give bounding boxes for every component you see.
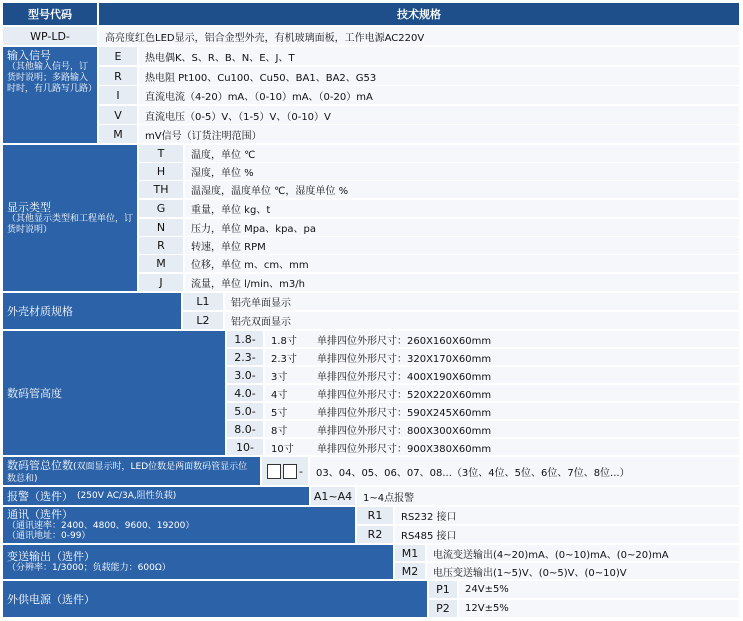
transmit-note: （分辨率：1/3000；负载能力：600Ω）: [7, 563, 171, 573]
height-desc-7: 单排四位外形尺寸：900X380X60mm: [317, 443, 492, 455]
height-row-1: [265, 331, 739, 347]
input-code-e: E: [99, 47, 137, 65]
display-type-group: [3, 145, 137, 291]
height-size-4: 4寸: [271, 389, 288, 401]
display-code-th: TH: [139, 181, 183, 198]
display-code-t: T: [139, 145, 183, 162]
display-desc-n: 压力，单位 Mpa、kpa、pa: [185, 219, 739, 236]
display-desc-j: 流量，单位 l/min、m3/h: [185, 274, 739, 291]
comm-desc-r1: RS232 接口: [395, 507, 739, 524]
input-title: 输入信号: [7, 49, 51, 62]
transmit-title: 变送输出（选件）: [7, 550, 95, 563]
height-code-4: 4.0-: [227, 385, 263, 401]
height-code-3: 3.0-: [227, 367, 263, 383]
comm-note-1: （通讯速率：2400、4800、9600、19200）: [7, 521, 195, 531]
digit-box-1: [267, 464, 281, 479]
height-code-7: 10-: [227, 439, 263, 455]
display-code-h: H: [139, 163, 183, 180]
display-desc-m: 位移，单位 m、cm、mm: [185, 255, 739, 272]
shell-code-l1: L1: [183, 293, 223, 310]
height-size-5: 5寸: [271, 407, 288, 419]
power-group: [3, 581, 427, 617]
transmit-desc-m2: 电压变送输出(1~5)V、(0~5)V、(0~10)V: [427, 563, 739, 579]
input-desc-r: 热电阻 Pt100、Cu100、Cu50、BA1、BA2、G53: [139, 67, 739, 85]
display-desc-h: 湿度，单位 %: [185, 163, 739, 180]
transmit-group: [3, 545, 393, 579]
input-desc-i: 直流电流（4-20）mA、（0-10）mA、（0-20）mA: [139, 86, 739, 104]
base-desc: 高亮度红色LED显示，铝合金型外壳，有机玻璃面板，工作电源AC220V: [99, 27, 739, 45]
power-code-p2: P2: [429, 600, 457, 617]
display-title: 显示类型: [7, 200, 51, 214]
digits-desc: 03、04、05、06、07、08...（3位、4位、5位、6位、7位、8位...）: [310, 457, 739, 485]
height-desc-3: 单排四位外形尺寸：400X190X60mm: [317, 371, 492, 383]
digit-box-2: [283, 464, 297, 479]
alarm-desc: 1~4点报警: [357, 487, 739, 505]
alarm-code: A1~A4: [311, 487, 355, 505]
height-code-1: 1.8-: [227, 331, 263, 347]
height-size-7: 10寸: [271, 443, 294, 455]
height-desc-1: 单排四位外形尺寸：260X160X60mm: [317, 335, 492, 347]
height-row-3: [265, 367, 739, 383]
input-code-i: I: [99, 86, 137, 104]
comm-group: [3, 507, 355, 543]
header-spec: 技术规格: [99, 3, 739, 25]
height-title: 数码管高度: [7, 386, 62, 400]
display-desc-r: 转速，单位 RPM: [185, 237, 739, 254]
display-desc-th: 温湿度，温度单位 ℃，湿度单位 %: [185, 181, 739, 198]
transmit-desc-m1: 电流变送输出(4~20)mA、(0~10)mA、(0~20)mA: [427, 545, 739, 561]
height-row-6: [265, 421, 739, 437]
display-note: （其他显示类型和工程单位，订货时说明）: [7, 213, 134, 235]
digits-code-suffix: -: [299, 464, 303, 478]
transmit-code-m1: M1: [395, 545, 425, 561]
base-code: WP-LD-: [3, 27, 97, 45]
input-desc-m: mV信号（订货注明范围）: [139, 125, 739, 143]
digits-title: 数码管总位数: [7, 459, 73, 472]
power-title: 外供电源（选件）: [7, 592, 95, 606]
display-code-n: N: [139, 219, 183, 236]
height-size-1: 1.8寸: [271, 335, 297, 347]
comm-code-r2: R2: [357, 526, 393, 543]
input-desc-v: 直流电压（0-5）V、（1-5）V、（0-10）V: [139, 106, 739, 124]
comm-note-2: （通讯地址：0-99）: [7, 531, 91, 541]
height-desc-5: 单排四位外形尺寸：590X245X60mm: [317, 407, 492, 419]
height-row-4: [265, 385, 739, 401]
height-row-5: [265, 403, 739, 419]
shell-group: [3, 293, 181, 329]
display-code-g: G: [139, 200, 183, 217]
display-desc-t: 温度，单位 ℃: [185, 145, 739, 162]
power-desc-p1: 24V±5%: [459, 581, 739, 598]
height-desc-6: 单排四位外形尺寸：800X300X60mm: [317, 425, 492, 437]
transmit-code-m2: M2: [395, 563, 425, 579]
height-code-6: 8.0-: [227, 421, 263, 437]
height-size-3: 3寸: [271, 371, 288, 383]
height-desc-4: 单排四位外形尺寸：520X220X60mm: [317, 389, 492, 401]
height-group: [3, 331, 225, 455]
input-signal-group: [3, 47, 97, 143]
digits-group: [3, 457, 260, 485]
shell-title: 外壳材质规格: [7, 304, 73, 318]
height-size-2: 2.3寸: [271, 353, 297, 365]
alarm-group: [3, 487, 309, 505]
display-code-j: J: [139, 274, 183, 291]
input-code-v: V: [99, 106, 137, 124]
comm-code-r1: R1: [357, 507, 393, 524]
input-code-m: M: [99, 125, 137, 143]
shell-desc-l1: 铝壳单面显示: [225, 293, 739, 310]
display-desc-g: 重量，单位 kg、t: [185, 200, 739, 217]
alarm-title: 报警（选件）: [7, 489, 73, 503]
digits-code: [262, 457, 308, 485]
digits-note: (双面显示时，LED位数是两面数码管显示位数总和): [7, 462, 248, 484]
header-model-code: 型号代码: [3, 3, 97, 25]
comm-title: 通讯（选件）: [7, 508, 73, 521]
height-row-2: [265, 349, 739, 365]
comm-desc-r2: RS485 接口: [395, 526, 739, 543]
power-desc-p2: 12V±5%: [459, 600, 739, 617]
alarm-note: (250V AC/3A,阻性负载): [77, 490, 177, 501]
height-size-6: 8寸: [271, 425, 288, 437]
height-code-5: 5.0-: [227, 403, 263, 419]
input-desc-e: 热电偶K、S、R、B、N、E、J、T: [139, 47, 739, 65]
shell-desc-l2: 铝壳双面显示: [225, 312, 739, 329]
power-code-p1: P1: [429, 581, 457, 598]
input-code-r: R: [99, 67, 137, 85]
height-desc-2: 单排四位外形尺寸：320X170X60mm: [317, 353, 492, 365]
height-row-7: [265, 439, 739, 455]
input-note: （其他输入信号，订货时说明；多路输入时时，有几路写几路）: [7, 62, 98, 94]
display-code-m: M: [139, 255, 183, 272]
display-code-r: R: [139, 237, 183, 254]
shell-code-l2: L2: [183, 312, 223, 329]
height-code-2: 2.3-: [227, 349, 263, 365]
